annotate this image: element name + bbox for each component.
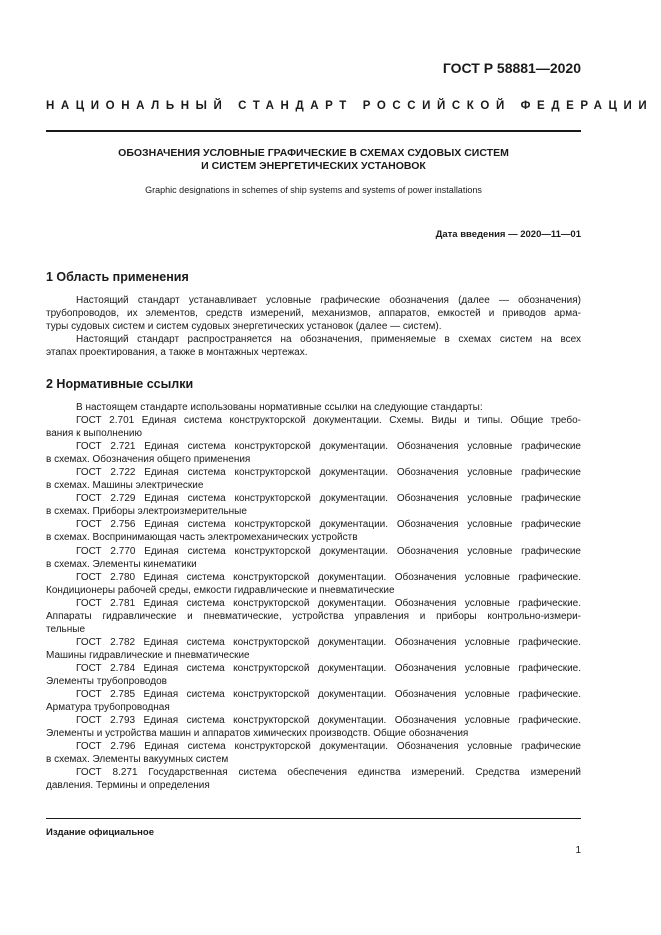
- header-divider: [46, 130, 581, 132]
- reference-item: [46, 414, 581, 440]
- reference-item: [46, 714, 581, 740]
- english-title: Graphic designations in schemes of ship systems and systems of power installations: [145, 185, 482, 195]
- paragraph: [46, 333, 581, 359]
- reference-line: в схемах. Элементы кинематики: [46, 558, 197, 570]
- text-line: трубопроводов, их элементов, средств измерений, механизмов, аппаратов, емкостей и приводов арма-: [46, 308, 581, 320]
- reference-line: в схемах. Машины электрические: [46, 480, 204, 492]
- introduction-date: Дата введения — 2020—11—01: [435, 229, 581, 240]
- reference-line: ГОСТ 2.770 Единая система конструкторской документации. Обозначения условные графические: [76, 545, 581, 557]
- reference-line: Арматура трубопроводная: [46, 702, 170, 714]
- reference-item: [46, 492, 581, 518]
- reference-line: в схемах. Обозначения общего применения: [46, 454, 251, 466]
- reference-line: ГОСТ 2.729 Единая система конструкторской документации. Обозначения условные графические: [76, 493, 581, 505]
- official-edition-label: Издание официальное: [46, 827, 154, 838]
- reference-line: ГОСТ 2.793 Единая система конструкторской документации. Обозначения условные графические.: [76, 715, 581, 727]
- reference-line: Кондиционеры рабочей среды, емкости гидравлические и пневматические: [46, 584, 395, 596]
- section-2-heading: 2 Нормативные ссылки: [46, 377, 194, 391]
- reference-item: [46, 688, 581, 714]
- reference-line: ГОСТ 8.271 Государственная система обеспечения единства измерений. Средства измерений: [76, 767, 581, 779]
- reference-line: тельные: [46, 623, 86, 635]
- reference-line: в схемах. Воспринимающая часть электромеханических устройств: [46, 532, 358, 544]
- reference-line: Аппараты гидравлические и пневматические, устройства управления и приборы контрольно-измери-: [46, 610, 581, 622]
- reference-line: ГОСТ 2.782 Единая система конструкторской документации. Обозначения условные графические.: [76, 636, 581, 648]
- reference-line: ГОСТ 2.721 Единая система конструкторской документации. Обозначения условные графические: [76, 441, 581, 453]
- reference-line: ГОСТ 2.784 Единая система конструкторской документации. Обозначения условные графические.: [76, 662, 581, 674]
- standard-code: ГОСТ Р 58881—2020: [442, 60, 581, 76]
- reference-line: ГОСТ 2.780 Единая система конструкторской документации. Обозначения условные графические.: [76, 571, 581, 583]
- normative-references: [46, 401, 581, 792]
- reference-line: ГОСТ 2.785 Единая система конструкторской документации. Обозначения условные графические.: [76, 689, 581, 701]
- reference-item: [46, 597, 581, 636]
- title-line-2: И СИСТЕМ ЭНЕРГЕТИЧЕСКИХ УСТАНОВОК: [201, 159, 426, 172]
- reference-item: [46, 740, 581, 766]
- reference-line: Элементы трубопроводов: [46, 675, 167, 687]
- reference-line: Машины гидравлические и пневматические: [46, 649, 250, 661]
- reference-line: ГОСТ 2.756 Единая система конструкторской документации. Обозначения условные графические: [76, 519, 581, 531]
- reference-line: в схемах. Элементы вакуумных систем: [46, 754, 229, 766]
- reference-item: [46, 766, 581, 792]
- reference-line: ГОСТ 2.701 Единая система конструкторской документации. Схемы. Виды и типы. Общие требо-: [76, 415, 581, 427]
- reference-line: в схемах. Приборы электроизмерительные: [46, 506, 247, 518]
- section-1-body: [46, 294, 581, 359]
- reference-item: [46, 571, 581, 597]
- reference-item: [46, 636, 581, 662]
- reference-line: ГОСТ 2.796 Единая система конструкторской документации. Обозначения условные графические: [76, 741, 581, 753]
- page-number: 1: [575, 845, 581, 856]
- reference-item: [46, 662, 581, 688]
- reference-line: давления. Термины и определения: [46, 780, 210, 792]
- references-intro: В настоящем стандарте использованы нормативные ссылки на следующие стандарты:: [76, 402, 483, 413]
- national-standard-heading: НАЦИОНАЛЬНЫЙ СТАНДАРТ РОССИЙСКОЙ ФЕДЕРАЦИИ: [46, 100, 654, 112]
- reference-line: Элементы и устройства машин и аппаратов химических производств. Общие обозначения: [46, 728, 469, 740]
- text-line: этапах проектирования, а также в монтажных чертежах.: [46, 347, 308, 359]
- reference-line: вания к выполнению: [46, 428, 143, 440]
- reference-item: [46, 440, 581, 466]
- reference-item: [46, 466, 581, 492]
- title-line-1: ОБОЗНАЧЕНИЯ УСЛОВНЫЕ ГРАФИЧЕСКИЕ В СХЕМАХ СУДОВЫХ СИСТЕМ: [118, 147, 509, 159]
- document-title: [46, 147, 581, 172]
- reference-item: [46, 518, 581, 544]
- footer-divider: [46, 818, 581, 819]
- text-line: Настоящий стандарт распространяется на обозначения, применяемые в схемах систем на всех: [76, 334, 581, 346]
- section-1-heading: 1 Область применения: [46, 270, 189, 284]
- text-line: туры судовых систем и систем судовых энергетических установок (далее — систем).: [46, 321, 442, 333]
- paragraph: [46, 294, 581, 333]
- text-line: Настоящий стандарт устанавливает условные графические обозначения (далее — обозначения): [76, 295, 581, 306]
- reference-line: ГОСТ 2.722 Единая система конструкторской документации. Обозначения условные графические: [76, 467, 581, 479]
- reference-item: [46, 545, 581, 571]
- reference-line: ГОСТ 2.781 Единая система конструкторской документации. Обозначения условные графические.: [76, 597, 581, 609]
